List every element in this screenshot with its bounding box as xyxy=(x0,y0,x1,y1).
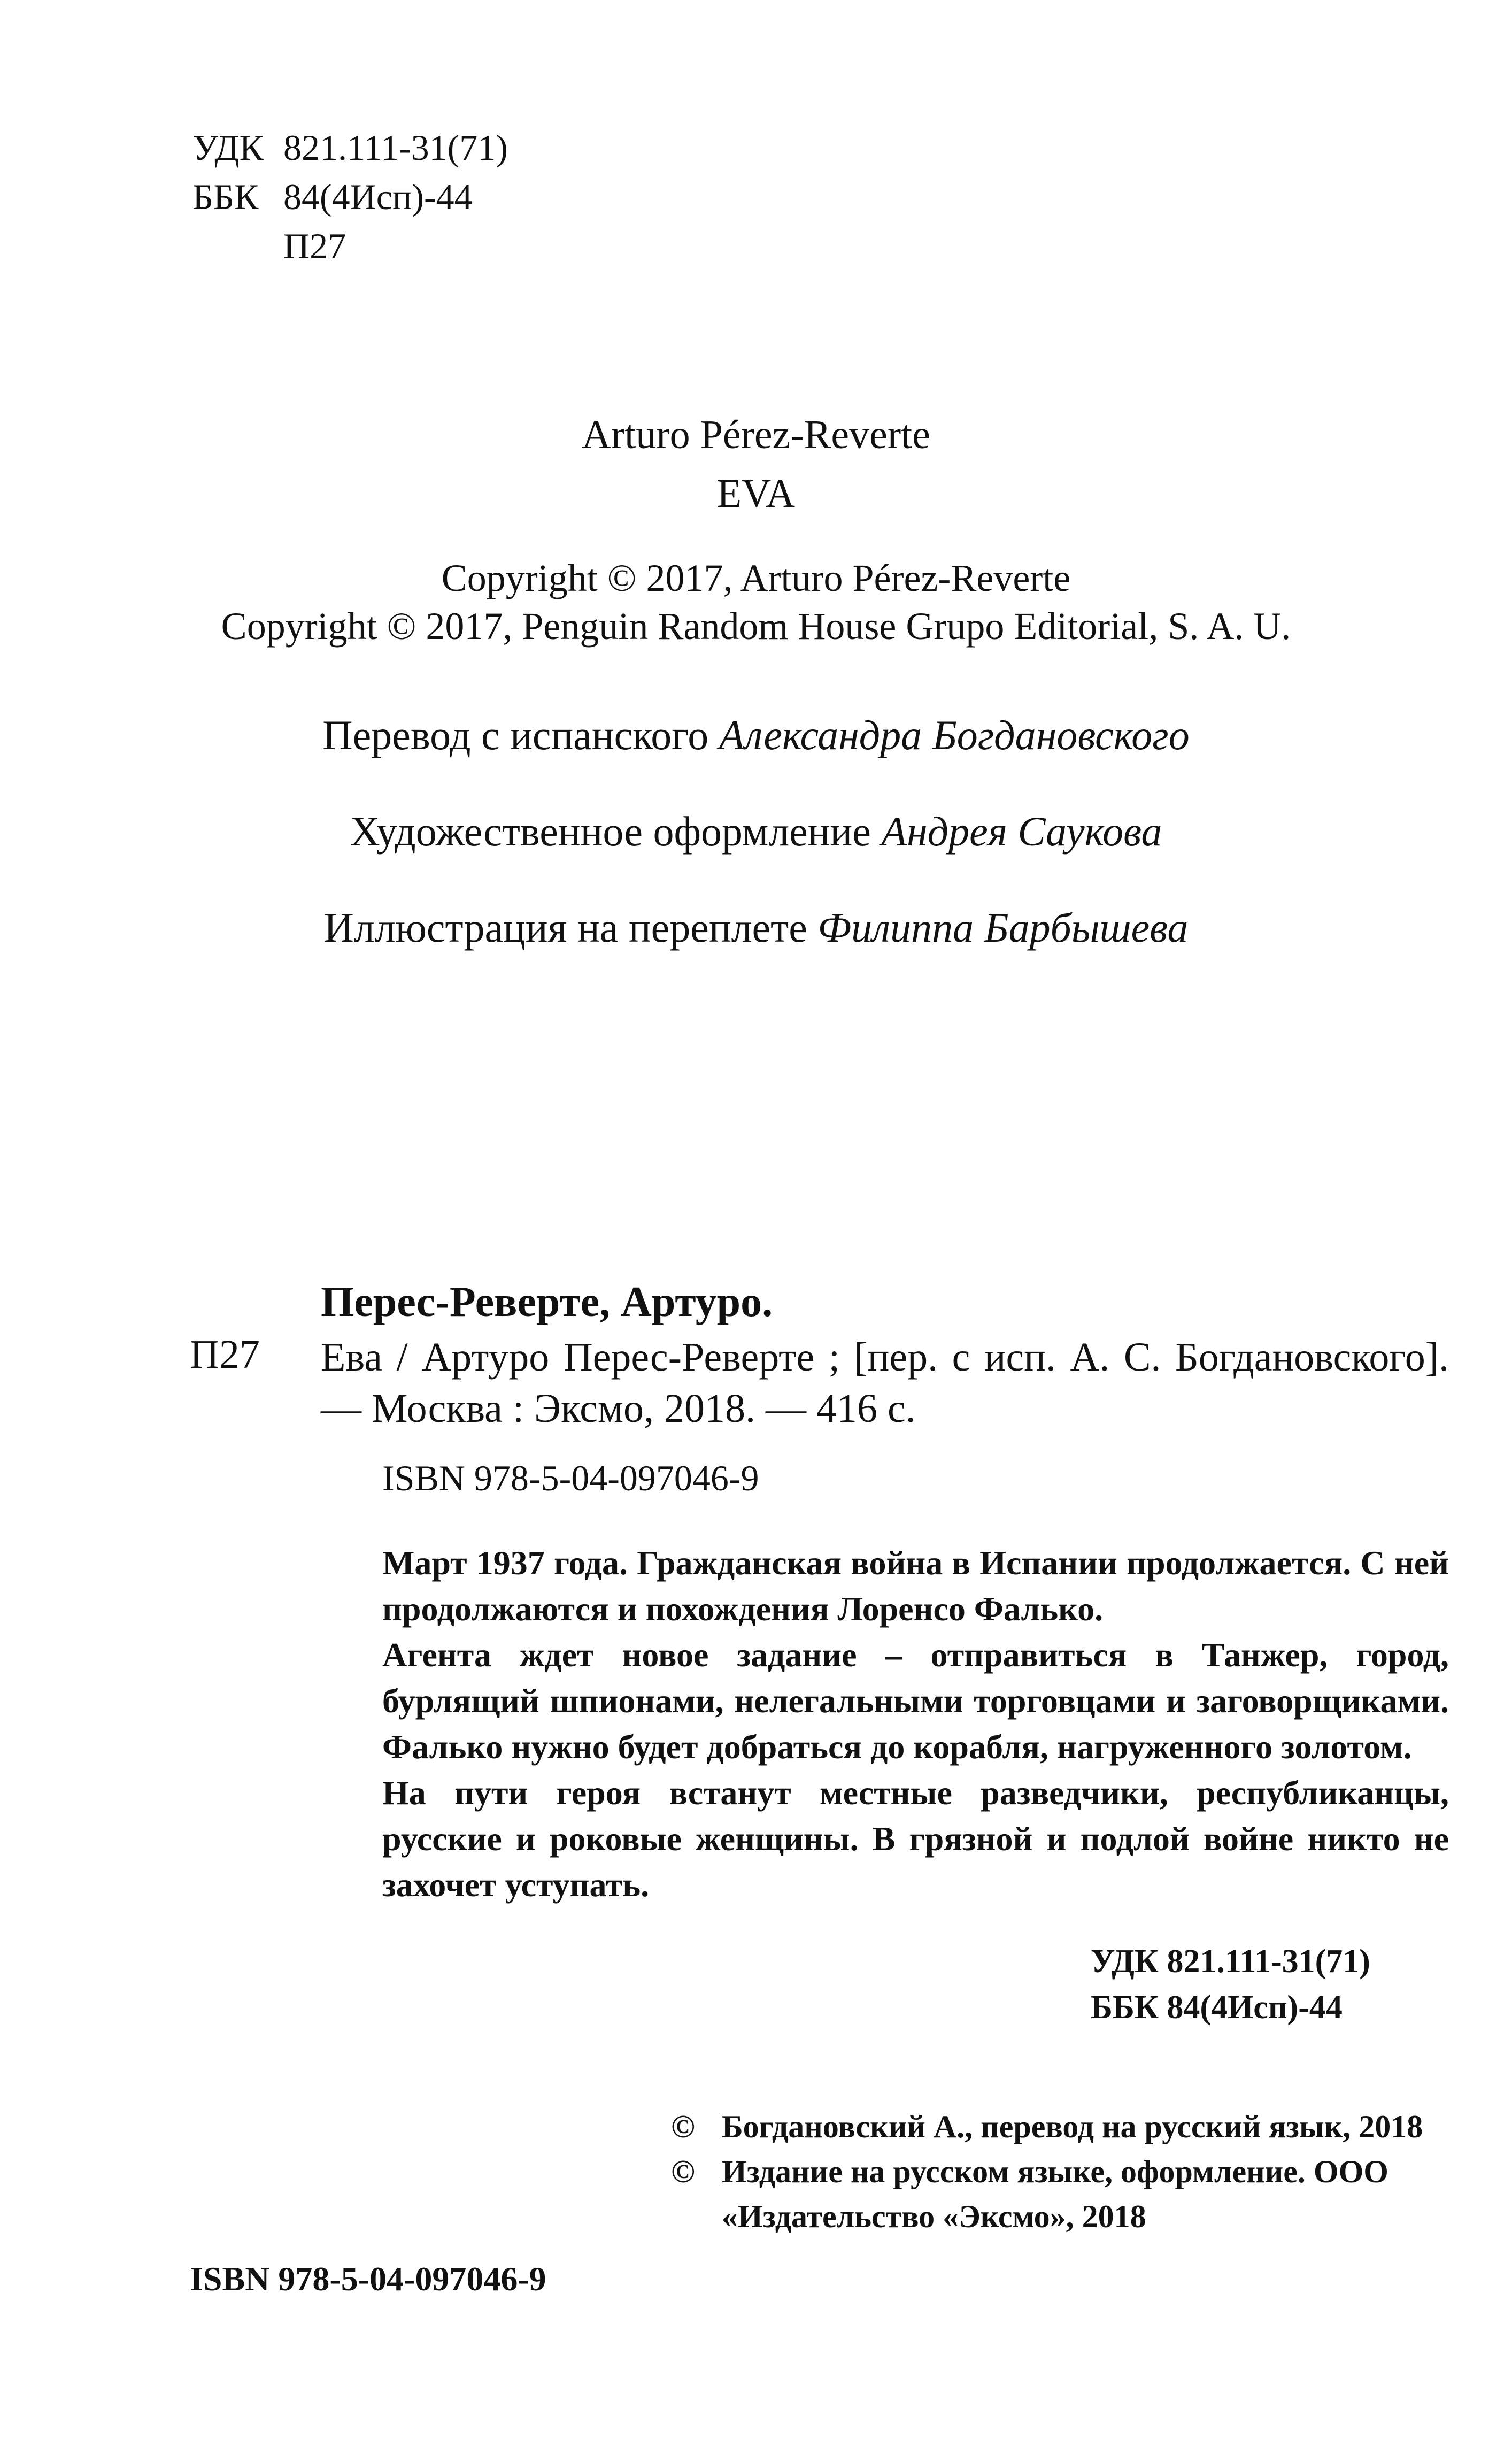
illustrator-name: Филиппа Барбышева xyxy=(817,904,1189,951)
annotation-paragraph: Март 1937 года. Гражданская война в Испании продолжается. С ней продолжаются и похождения Лоренсо Фалько. xyxy=(382,1544,1449,1628)
illustration-credit xyxy=(0,904,1512,952)
classification-bottom xyxy=(1091,1938,1370,2030)
copyright-edition: Издание на русском языке, оформление. ООО «Издательство «Эксмо», 2018 xyxy=(722,2154,1388,2234)
translator-name: Александра Богдановского xyxy=(719,712,1190,758)
bbk-value: 84(4Исп)-44 xyxy=(283,176,473,217)
original-author: Arturo Pérez-Reverte xyxy=(581,412,930,457)
catalog-entry: Ева / Артуро Перес-Реверте ; [пер. с исп. А. С. Богдановского]. — Москва : Эксмо, 2018. — 416 с. xyxy=(321,1335,1449,1431)
catalog-heading: Перес-Реверте, Артуро. xyxy=(321,1279,773,1326)
udk-value: 821.111-31(71) xyxy=(283,127,508,168)
translation-label: Перевод с испанского xyxy=(322,712,709,758)
translation-credit xyxy=(0,711,1512,759)
illustration-label: Иллюстрация на переплете xyxy=(323,904,807,951)
copyright-symbol: © xyxy=(671,2109,695,2144)
footer-isbn: ISBN 978-5-04-097046-9 xyxy=(190,2260,546,2298)
designer-name: Андрея Саукова xyxy=(881,808,1162,855)
annotation-paragraph: Агента ждет новое задание – отправиться в Танжер, город, бурлящий шпионами, нелегальными торговцами и заговорщиками. Фалько нужно будет добраться до корабля, нагруженного золотом. xyxy=(382,1636,1449,1766)
udk-bottom: УДК 821.111-31(71) xyxy=(1091,1943,1370,1980)
copyright-item xyxy=(671,2104,1449,2149)
catalog-isbn: ISBN 978-5-04-097046-9 xyxy=(382,1458,759,1498)
design-credit xyxy=(0,807,1512,856)
copyright-translation: Богдановский А., перевод на русский язык, 2018 xyxy=(722,2109,1423,2144)
author-sign: П27 xyxy=(283,226,346,266)
udk-label: УДК xyxy=(192,127,264,168)
copyright-symbol: © xyxy=(671,2154,695,2189)
copyright-item xyxy=(671,2149,1449,2239)
catalog-code: П27 xyxy=(190,1332,260,1377)
classification-top xyxy=(192,123,508,271)
original-title: EVA xyxy=(716,471,796,516)
design-label: Художественное оформление xyxy=(350,808,871,855)
annotation-paragraph: На пути героя встанут местные разведчики, республиканцы, русские и роковые женщины. В грязной и подлой войне никто не захочет уступать. xyxy=(382,1774,1449,1904)
copyright-publisher: Copyright © 2017, Penguin Random House Grupo Editorial, S. A. U. xyxy=(221,605,1291,648)
annotation xyxy=(382,1540,1449,1908)
copyright-author: Copyright © 2017, Arturo Pérez-Reverte xyxy=(441,557,1071,599)
copyright-block xyxy=(671,2104,1449,2239)
bbk-bottom: ББК 84(4Исп)-44 xyxy=(1091,1989,1343,2026)
bbk-label: ББК xyxy=(192,176,259,217)
